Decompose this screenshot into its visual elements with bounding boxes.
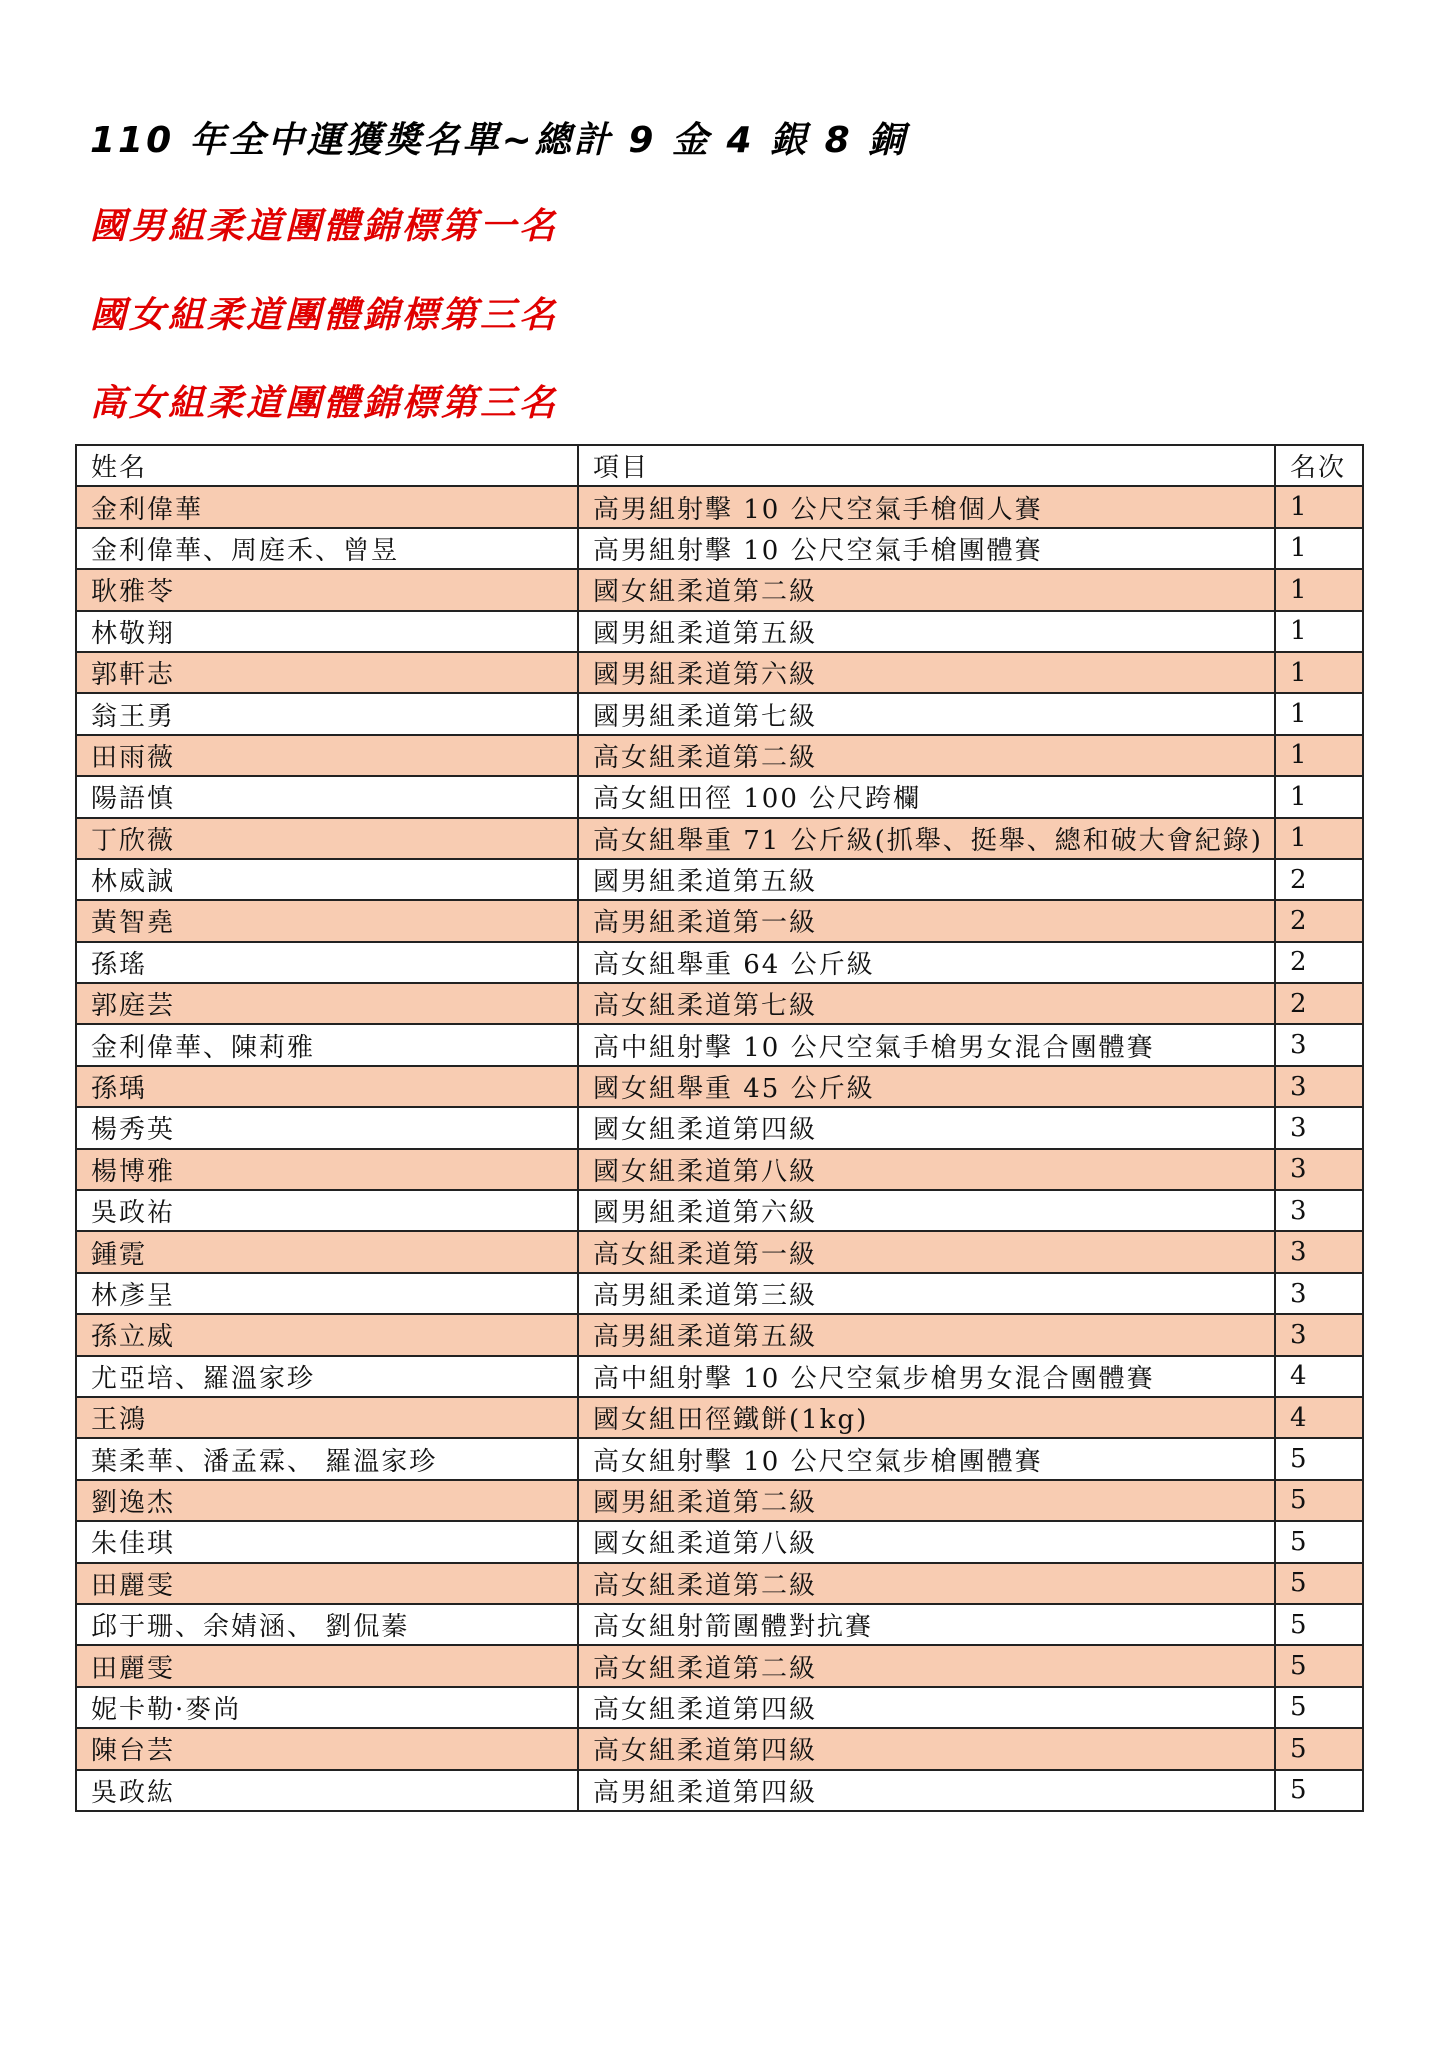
cell-event: 國男組柔道第五級 <box>578 859 1275 900</box>
cell-event: 高女組柔道第四級 <box>578 1728 1275 1769</box>
table-row <box>76 569 1363 610</box>
table-row <box>76 693 1363 734</box>
cell-name: 丁欣薇 <box>76 818 578 859</box>
cell-event: 高女組柔道第二級 <box>578 735 1275 776</box>
table-row <box>76 776 1363 817</box>
cell-name: 林敬翔 <box>76 611 578 652</box>
table-header-row <box>76 445 1363 486</box>
cell-name: 尤亞培、羅溫家珍 <box>76 1356 578 1397</box>
cell-rank: 2 <box>1275 942 1363 983</box>
cell-rank: 3 <box>1275 1066 1363 1107</box>
cell-rank: 1 <box>1275 652 1363 693</box>
cell-event: 國男組柔道第五級 <box>578 611 1275 652</box>
document-title: 110 年全中運獲獎名單~總計 9 金 4 銀 8 銅 <box>90 120 908 161</box>
cell-rank: 3 <box>1275 1231 1363 1272</box>
cell-name: 朱佳琪 <box>76 1521 578 1562</box>
cell-event: 高女組舉重 64 公斤級 <box>578 942 1275 983</box>
cell-rank: 2 <box>1275 859 1363 900</box>
cell-name: 孫瑤 <box>76 942 578 983</box>
cell-name: 田麗雯 <box>76 1563 578 1604</box>
cell-event: 高女組柔道第七級 <box>578 983 1275 1024</box>
cell-event: 高女組射擊 10 公尺空氣步槍團體賽 <box>578 1438 1275 1479</box>
cell-name: 郭庭芸 <box>76 983 578 1024</box>
cell-event: 高男組柔道第五級 <box>578 1314 1275 1355</box>
cell-event: 國女組田徑鐵餅(1kg) <box>578 1397 1275 1438</box>
team-award-2: 國女組柔道團體錦標第三名 <box>90 295 559 336</box>
table-row <box>76 486 1363 527</box>
cell-rank: 5 <box>1275 1645 1363 1686</box>
cell-name: 孫立威 <box>76 1314 578 1355</box>
cell-rank: 5 <box>1275 1521 1363 1562</box>
table-body <box>76 486 1363 1811</box>
cell-rank: 5 <box>1275 1770 1363 1811</box>
cell-name: 金利偉華、陳莉雅 <box>76 1024 578 1065</box>
table-row <box>76 818 1363 859</box>
cell-rank: 3 <box>1275 1314 1363 1355</box>
cell-name: 葉柔華、潘孟霖、 羅溫家珍 <box>76 1438 578 1479</box>
table-row <box>76 1107 1363 1148</box>
cell-name: 邱于珊、余婧涵、 劉侃蓁 <box>76 1604 578 1645</box>
cell-event: 國女組柔道第八級 <box>578 1149 1275 1190</box>
cell-event: 高女組射箭團體對抗賽 <box>578 1604 1275 1645</box>
table-row <box>76 859 1363 900</box>
cell-rank: 4 <box>1275 1397 1363 1438</box>
cell-event: 高男組射擊 10 公尺空氣手槍個人賽 <box>578 486 1275 527</box>
cell-name: 陳台芸 <box>76 1728 578 1769</box>
cell-rank: 1 <box>1275 735 1363 776</box>
cell-rank: 2 <box>1275 900 1363 941</box>
cell-name: 楊博雅 <box>76 1149 578 1190</box>
cell-rank: 1 <box>1275 569 1363 610</box>
cell-event: 國女組柔道第四級 <box>578 1107 1275 1148</box>
table-row <box>76 1521 1363 1562</box>
cell-rank: 1 <box>1275 693 1363 734</box>
cell-rank: 5 <box>1275 1728 1363 1769</box>
cell-event: 國女組舉重 45 公斤級 <box>578 1066 1275 1107</box>
table-row <box>76 611 1363 652</box>
table-row <box>76 1438 1363 1479</box>
cell-name: 孫瑀 <box>76 1066 578 1107</box>
cell-event: 高女組柔道第四級 <box>578 1687 1275 1728</box>
table-row <box>76 1314 1363 1355</box>
table-row <box>76 528 1363 569</box>
cell-name: 林彥呈 <box>76 1273 578 1314</box>
table-row <box>76 1728 1363 1769</box>
cell-rank: 3 <box>1275 1149 1363 1190</box>
cell-rank: 1 <box>1275 818 1363 859</box>
table-row <box>76 735 1363 776</box>
table-row <box>76 983 1363 1024</box>
table-row <box>76 1604 1363 1645</box>
cell-rank: 5 <box>1275 1438 1363 1479</box>
cell-name: 金利偉華、周庭禾、曾昱 <box>76 528 578 569</box>
cell-rank: 1 <box>1275 776 1363 817</box>
cell-rank: 3 <box>1275 1107 1363 1148</box>
cell-name: 田麗雯 <box>76 1645 578 1686</box>
cell-event: 高女組柔道第一級 <box>578 1231 1275 1272</box>
cell-rank: 5 <box>1275 1604 1363 1645</box>
cell-event: 國女組柔道第八級 <box>578 1521 1275 1562</box>
table-row <box>76 900 1363 941</box>
cell-rank: 2 <box>1275 983 1363 1024</box>
cell-event: 高男組射擊 10 公尺空氣手槍團體賽 <box>578 528 1275 569</box>
cell-event: 國男組柔道第七級 <box>578 693 1275 734</box>
table-row <box>76 1563 1363 1604</box>
cell-event: 高中組射擊 10 公尺空氣手槍男女混合團體賽 <box>578 1024 1275 1065</box>
cell-rank: 3 <box>1275 1273 1363 1314</box>
table-row <box>76 1687 1363 1728</box>
table-row <box>76 1066 1363 1107</box>
table-row <box>76 652 1363 693</box>
header-event: 項目 <box>578 445 1275 486</box>
cell-name: 翁王勇 <box>76 693 578 734</box>
cell-name: 田雨薇 <box>76 735 578 776</box>
cell-name: 楊秀英 <box>76 1107 578 1148</box>
cell-event: 高女組田徑 100 公尺跨欄 <box>578 776 1275 817</box>
table-row <box>76 1024 1363 1065</box>
cell-name: 劉逸杰 <box>76 1480 578 1521</box>
cell-rank: 5 <box>1275 1563 1363 1604</box>
table-row <box>76 1149 1363 1190</box>
cell-event: 高女組柔道第二級 <box>578 1645 1275 1686</box>
cell-event: 高男組柔道第三級 <box>578 1273 1275 1314</box>
table-row <box>76 1397 1363 1438</box>
cell-event: 國男組柔道第二級 <box>578 1480 1275 1521</box>
cell-event: 高男組柔道第一級 <box>578 900 1275 941</box>
table-row <box>76 1231 1363 1272</box>
cell-rank: 3 <box>1275 1024 1363 1065</box>
table-row <box>76 1273 1363 1314</box>
cell-name: 金利偉華 <box>76 486 578 527</box>
cell-name: 耿雅苓 <box>76 569 578 610</box>
cell-rank: 3 <box>1275 1190 1363 1231</box>
table-row <box>76 1645 1363 1686</box>
cell-name: 吳政祐 <box>76 1190 578 1231</box>
awards-table <box>75 444 1364 1812</box>
team-award-1: 國男組柔道團體錦標第一名 <box>90 206 559 247</box>
cell-rank: 4 <box>1275 1356 1363 1397</box>
cell-rank: 1 <box>1275 528 1363 569</box>
team-award-3: 高女組柔道團體錦標第三名 <box>90 383 559 424</box>
table-row <box>76 1770 1363 1811</box>
cell-event: 國男組柔道第六級 <box>578 652 1275 693</box>
cell-event: 高女組舉重 71 公斤級(抓舉、挺舉、總和破大會紀錄) <box>578 818 1275 859</box>
table-row <box>76 1480 1363 1521</box>
cell-name: 妮卡勒·麥尚 <box>76 1687 578 1728</box>
cell-rank: 5 <box>1275 1480 1363 1521</box>
cell-name: 郭軒志 <box>76 652 578 693</box>
cell-rank: 5 <box>1275 1687 1363 1728</box>
cell-name: 黃智堯 <box>76 900 578 941</box>
table-row <box>76 1190 1363 1231</box>
cell-event: 高男組柔道第四級 <box>578 1770 1275 1811</box>
cell-name: 吳政紘 <box>76 1770 578 1811</box>
cell-name: 林威誠 <box>76 859 578 900</box>
table-row <box>76 942 1363 983</box>
cell-event: 國男組柔道第六級 <box>578 1190 1275 1231</box>
cell-name: 鍾霓 <box>76 1231 578 1272</box>
cell-event: 高女組柔道第二級 <box>578 1563 1275 1604</box>
table-row <box>76 1356 1363 1397</box>
cell-event: 高中組射擊 10 公尺空氣步槍男女混合團體賽 <box>578 1356 1275 1397</box>
header-rank: 名次 <box>1275 445 1363 486</box>
cell-name: 陽語慎 <box>76 776 578 817</box>
cell-name: 王鴻 <box>76 1397 578 1438</box>
cell-rank: 1 <box>1275 486 1363 527</box>
cell-rank: 1 <box>1275 611 1363 652</box>
cell-event: 國女組柔道第二級 <box>578 569 1275 610</box>
header-name: 姓名 <box>76 445 578 486</box>
